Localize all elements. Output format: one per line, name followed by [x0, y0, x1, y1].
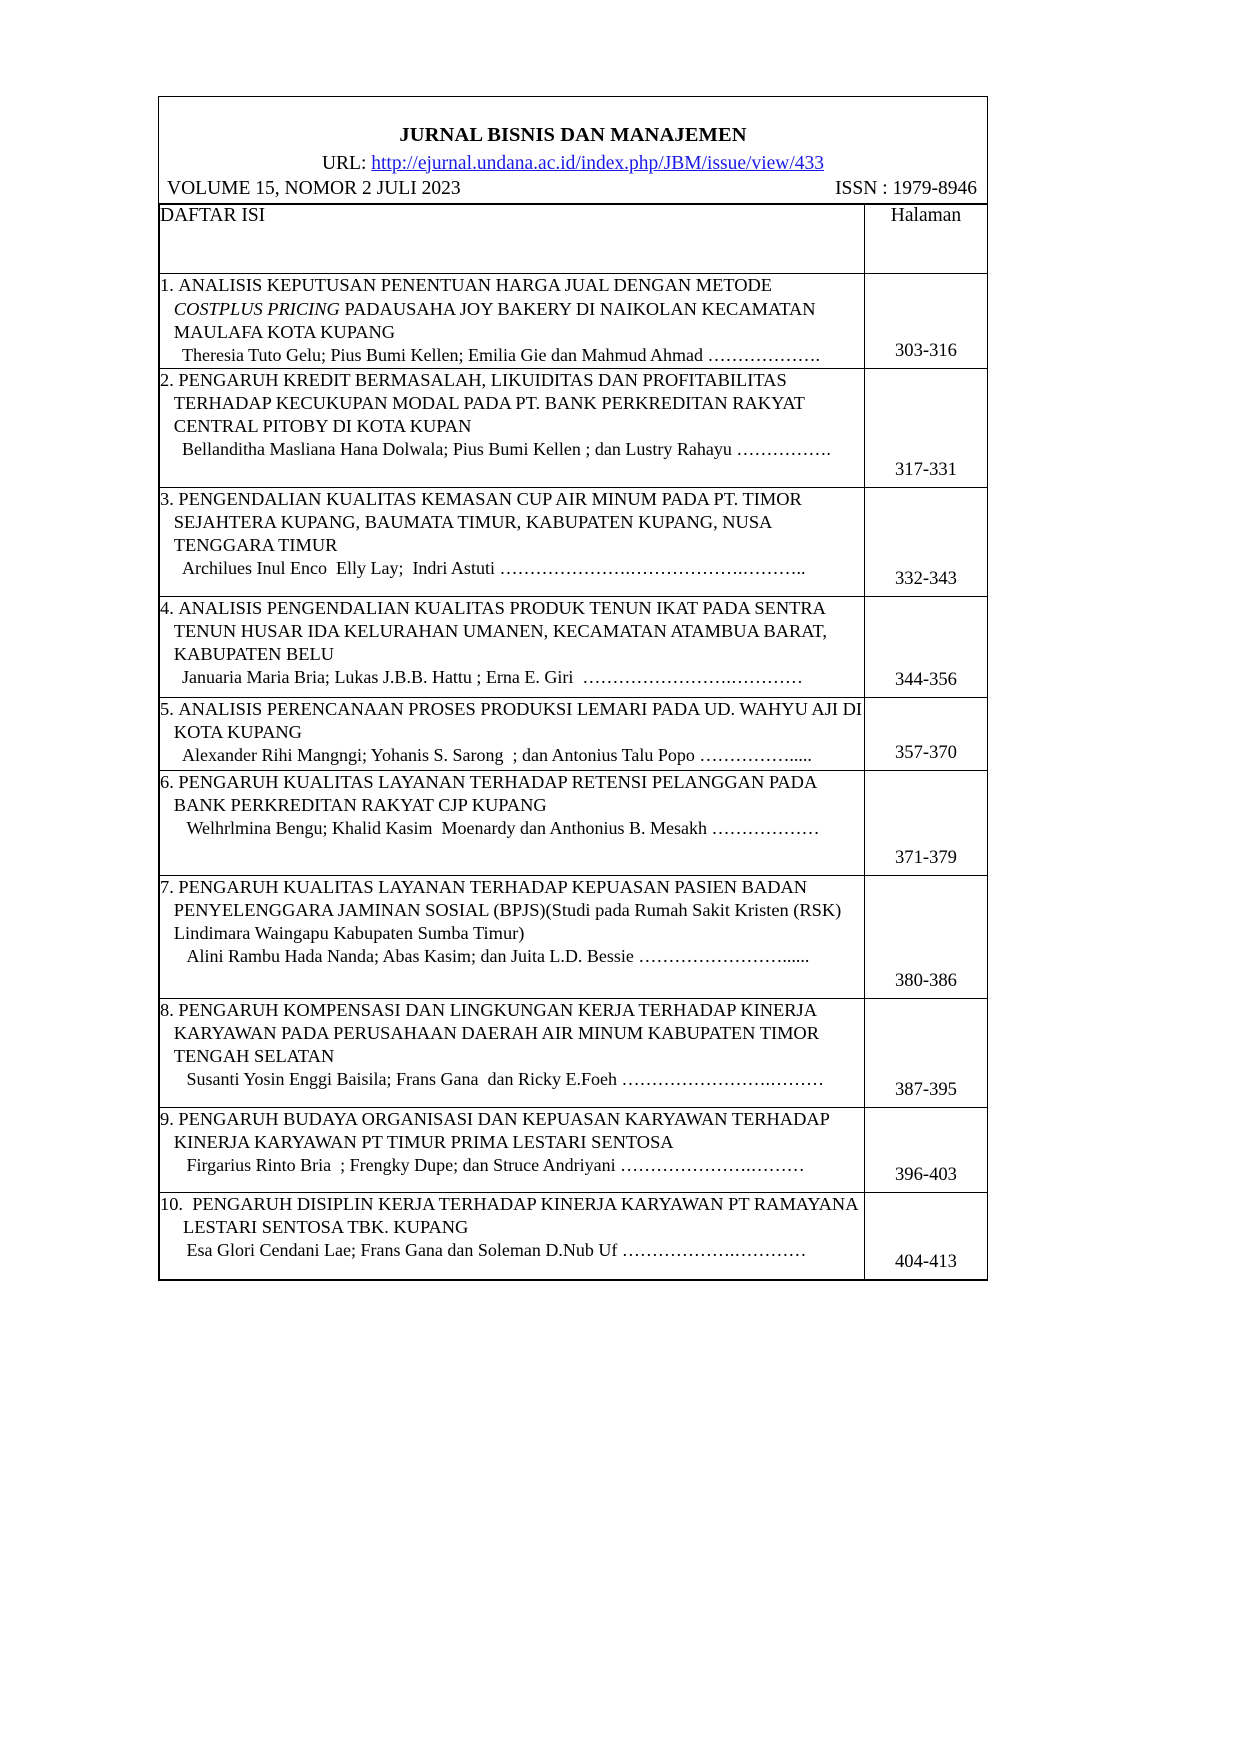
entry-title [160, 369, 864, 439]
entry-title-text [174, 771, 864, 818]
journal-url-line [165, 151, 981, 176]
entry-authors: Alini Rambu Hada Nanda; Abas Kasim; dan Juita L.D. Bessie ……………………...... [182, 946, 810, 967]
entry-pages-cell [865, 274, 988, 368]
entry-authors: Welhrlmina Bengu; Khalid Kasim Moenardy dan Anthonius B. Mesakh ……………… [182, 818, 820, 839]
table-row [160, 487, 988, 596]
entry-pages-cell [865, 1192, 988, 1279]
entry-authors: Firgarius Rinto Bria ; Frengky Dupe; dan Struce Andriyani ………………….……… [182, 1155, 805, 1176]
entry-cell [160, 697, 865, 770]
entry-title-text [174, 597, 864, 667]
entry-authors: Archilues Inul Enco Elly Lay; Indri Astuti ………………….……………….……….. [182, 558, 806, 579]
entry-pages-cell [865, 697, 988, 770]
volume-text: VOLUME 15, NOMOR 2 JULI 2023 [167, 177, 461, 199]
entry-title-text [174, 876, 864, 946]
url-label: URL: [321, 152, 367, 174]
table-row [160, 1107, 988, 1192]
entry-title-part1: ANALISIS KEPUTUSAN PENENTUAN HARGA JUAL DENGAN METODE [178, 275, 773, 296]
entry-pages: 404-413 [895, 1250, 957, 1272]
table-row [160, 368, 988, 487]
entry-title [160, 488, 864, 558]
entry-pages: 344-356 [895, 668, 957, 690]
entry-number: 2. [160, 369, 174, 390]
entry-pages: 303-316 [895, 339, 957, 361]
entry-number: 4. [160, 597, 174, 618]
entry-pages: 371-379 [895, 846, 957, 868]
entry-cell [160, 487, 865, 596]
entry-title-part1: PENGARUH DISIPLIN KERJA TERHADAP KINERJA KARYAWAN PT RAMAYANA LESTARI SENTOSA TBK. KUPANG [183, 1193, 858, 1237]
entry-authors: Esa Glori Cendani Lae; Frans Gana dan Soleman D.Nub Uf ……………….………… [182, 1240, 807, 1261]
entry-title-part1: ANALISIS PENGENDALIAN KUALITAS PRODUK TENUN IKAT PADA SENTRA TENUN HUSAR IDA KELURAHAN UMANEN, KECAMATAN ATAMBUA BARAT, KABUPATEN BELU [173, 597, 827, 665]
entry-authors: Susanti Yosin Enggi Baisila; Frans Gana dan Ricky E.Foeh …………………….……… [182, 1069, 824, 1090]
entry-authors: Alexander Rihi Mangngi; Yohanis S. Sarong ; dan Antonius Talu Popo ……………..... [182, 745, 812, 766]
entry-pages: 317-331 [895, 458, 957, 480]
entry-title-part1: PENGARUH KOMPENSASI DAN LINGKUNGAN KERJA TERHADAP KINERJA KARYAWAN PADA PERUSAHAAN DAERAH AIR MINUM KABUPATEN TIMOR TENGAH SELATAN [173, 999, 819, 1067]
table-row [160, 875, 988, 998]
entry-pages-cell [865, 875, 988, 998]
table-of-contents-frame [158, 96, 988, 1281]
entry-pages: 380-386 [895, 969, 957, 991]
entry-authors: Januaria Maria Bria; Lukas J.B.B. Hattu ; Erna E. Giri …………………….………… [182, 667, 803, 688]
table-row [160, 697, 988, 770]
issn-text: ISSN : 1979-8946 [835, 177, 977, 199]
entry-title-text [174, 1108, 864, 1155]
entry-title-part1: ANALISIS PERENCANAAN PROSES PRODUKSI LEMARI PADA UD. WAHYU AJI DI KOTA KUPANG [173, 698, 862, 742]
entry-pages-cell [865, 770, 988, 875]
entry-number: 8. [160, 999, 174, 1020]
entry-title [160, 999, 864, 1069]
entry-title-part1: PENGENDALIAN KUALITAS KEMASAN CUP AIR MINUM PADA PT. TIMOR SEJAHTERA KUPANG, BAUMATA TIMUR, KABUPATEN KUPANG, NUSA TENGGARA TIMUR [173, 488, 802, 556]
entry-pages-cell [865, 596, 988, 697]
entry-title-part1: PENGARUH BUDAYA ORGANISASI DAN KEPUASAN KARYAWAN TERHADAP KINERJA KARYAWAN PT TIMUR PRIMA LESTARI SENTOSA [173, 1108, 830, 1152]
contents-label: DAFTAR ISI [160, 205, 266, 227]
entry-title-text [174, 698, 864, 745]
volume-issn-row [165, 177, 981, 201]
entry-pages-cell [865, 1107, 988, 1192]
entry-cell [160, 368, 865, 487]
entry-title-text [174, 999, 864, 1069]
entry-authors: Theresia Tuto Gelu; Pius Bumi Kellen; Emilia Gie dan Mahmud Ahmad ………………. [182, 345, 820, 366]
entry-title-part1: PENGARUH KUALITAS LAYANAN TERHADAP RETENSI PELANGGAN PADA BANK PERKREDITAN RAKYAT CJP KUPANG [173, 771, 817, 815]
entry-title-text [183, 1193, 864, 1240]
entry-title-text [174, 274, 864, 344]
entry-title [160, 597, 864, 667]
entry-cell [160, 274, 865, 368]
entry-cell [160, 596, 865, 697]
entry-cell [160, 770, 865, 875]
entry-number: 7. [160, 876, 174, 897]
entry-title-part2: PADAUSAHA JOY BAKERY DI NAIKOLAN KECAMATAN MAULAFA KOTA KUPANG [173, 298, 816, 342]
entry-pages: 387-395 [895, 1078, 957, 1100]
entry-title [160, 1193, 864, 1240]
journal-title: JURNAL BISNIS DAN MANAJEMEN [399, 124, 747, 146]
table-row [160, 770, 988, 875]
entry-title-italic: COSTPLUS PRICING [173, 298, 340, 319]
table-row [160, 1192, 988, 1279]
entry-title [160, 1108, 864, 1155]
entry-pages: 357-370 [895, 741, 957, 763]
entry-pages: 396-403 [895, 1163, 957, 1185]
contents-header-cell [160, 205, 865, 274]
entry-number: 3. [160, 488, 174, 509]
entry-pages: 332-343 [895, 567, 957, 589]
entry-number: 1. [160, 275, 174, 296]
entry-cell [160, 1107, 865, 1192]
table-row [160, 998, 988, 1107]
entry-cell [160, 1192, 865, 1279]
entry-title-part1: PENGARUH KREDIT BERMASALAH, LIKUIDITAS DAN PROFITABILITAS TERHADAP KECUKUPAN MODAL PADA PT. BANK PERKREDITAN RAKYAT CENTRAL PITOBY DI KOTA KUPAN [173, 369, 805, 437]
entry-number: 6. [160, 771, 174, 792]
entry-cell [160, 875, 865, 998]
table-row [160, 596, 988, 697]
journal-url-link[interactable]: http://ejurnal.undana.ac.id/index.php/JBM/issue/view/433 [371, 152, 825, 174]
entry-pages-cell [865, 368, 988, 487]
entry-number: 10. [160, 1193, 183, 1214]
table-header-row [160, 205, 988, 274]
contents-table [159, 204, 988, 1279]
entry-authors: Bellanditha Masliana Hana Dolwala; Pius Bumi Kellen ; dan Lustry Rahayu ……………. [182, 439, 831, 460]
entry-title-text [174, 488, 864, 558]
entry-title-text [174, 369, 864, 439]
entry-number: 9. [160, 1108, 174, 1129]
entry-title [160, 876, 864, 946]
entry-pages-cell [865, 487, 988, 596]
table-row [160, 274, 988, 368]
entry-title [160, 274, 864, 344]
entry-title-part1: PENGARUH KUALITAS LAYANAN TERHADAP KEPUASAN PASIEN BADAN PENYELENGGARA JAMINAN SOSIAL (BPJS)(Studi pada Rumah Sakit Kristen (RSK) Lindimara Waingapu Kabupaten Sumba Timur) [173, 876, 842, 944]
entry-title [160, 771, 864, 818]
page-column-label: Halaman [890, 205, 962, 227]
page-header-cell [865, 205, 988, 274]
entry-pages-cell [865, 998, 988, 1107]
entry-number: 5. [160, 698, 174, 719]
entry-cell [160, 998, 865, 1107]
journal-masthead [159, 97, 987, 204]
entry-title [160, 698, 864, 745]
